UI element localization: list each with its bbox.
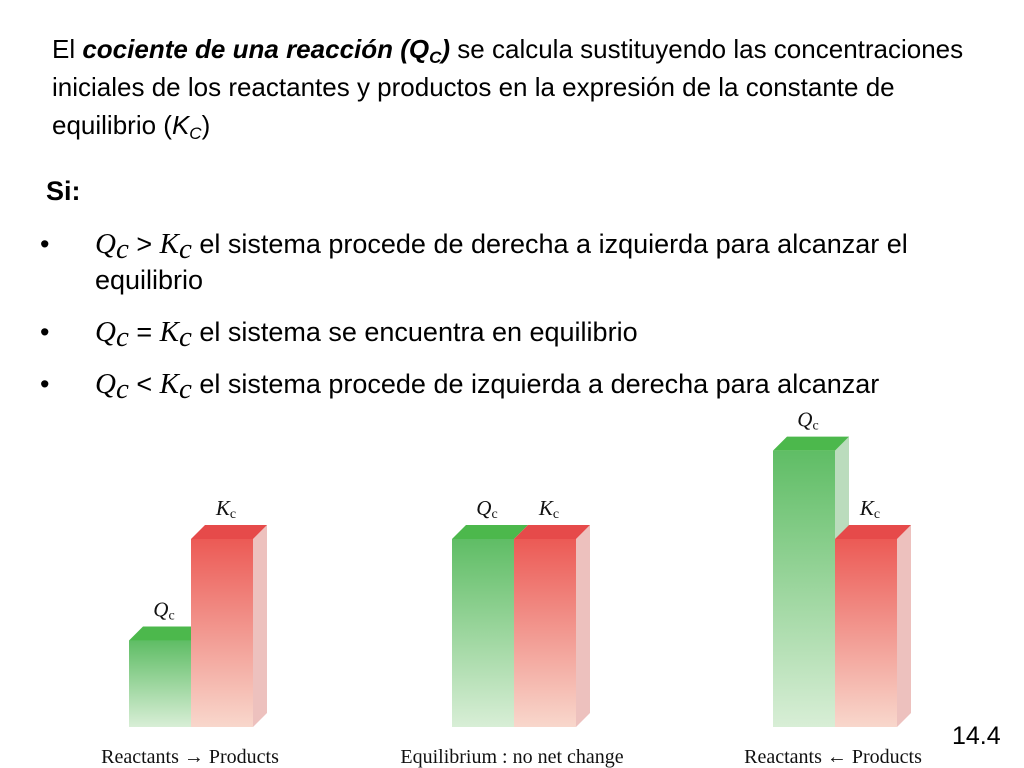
bar-side [576,525,590,727]
bar-side [253,525,267,727]
intro-k-symbol: K [171,110,190,140]
q-sub: c [115,373,129,405]
slide-number: 14.4 [952,722,1001,750]
qc-label: Qc [476,496,498,522]
k-sub: c [178,233,192,265]
bullet-marker: • [40,369,50,399]
q-symbol: Q [95,228,116,260]
intro-post: se calcula sustituyendo las concentraciones iniciales de los reactantes y productos en la expresión de la constante de equilibrio ( [52,34,964,140]
panel-caption: Reactants → Products [101,746,279,768]
q-sub: c [115,233,129,265]
intro-k-sub: C [189,124,202,143]
k-symbol: K [159,316,179,348]
bar-front [191,539,253,727]
bullet-marker: • [40,317,50,347]
panel-2 [400,496,623,768]
panel-caption: Reactants ← Products [744,746,922,768]
bar-front [835,539,897,727]
k-sub: c [178,373,192,405]
kc-label: Kc [215,496,237,522]
panel-3 [744,408,922,768]
bar-side [897,525,911,727]
operator: < [128,369,160,399]
panel-1 [101,496,279,768]
k-symbol: K [159,228,179,260]
intro-pre: El [52,34,83,64]
kc-label: Kc [859,496,881,522]
qc-label: Qc [153,597,175,624]
kc-label: Kc [538,496,560,522]
si-heading: Si: [46,176,81,206]
bar-front [773,451,835,727]
q-symbol: Q [95,316,116,348]
panel-caption: Equilibrium : no net change [400,746,624,768]
operator: > [128,229,160,259]
bullet-description: el sistema procede de derecha a izquierda para alcanzar el equilibrio [95,229,908,295]
bar-front [452,539,514,727]
bar-front [514,539,576,727]
k-sub: c [178,321,192,353]
q-symbol: Q [95,368,116,400]
intro-close: ) [201,110,211,140]
bullet-marker: • [40,229,50,259]
bullet-description: el sistema procede de izquierda a derecha para alcanzar [191,369,880,399]
kc-bar [191,496,267,727]
kc-bar [835,496,911,727]
intro-emphasis-close: ) [441,34,451,64]
q-sub: c [115,321,129,353]
qc-label: Qc [797,407,819,434]
intro-emphasis-text: cociente de una reacción (Q [82,34,430,64]
operator: = [128,317,160,347]
intro-emphasis-sub: C [429,48,442,67]
bullet-description: el sistema se encuentra en equilibrio [191,317,638,347]
kc-bar [514,496,590,727]
bar-front [129,641,191,727]
k-symbol: K [159,368,179,400]
